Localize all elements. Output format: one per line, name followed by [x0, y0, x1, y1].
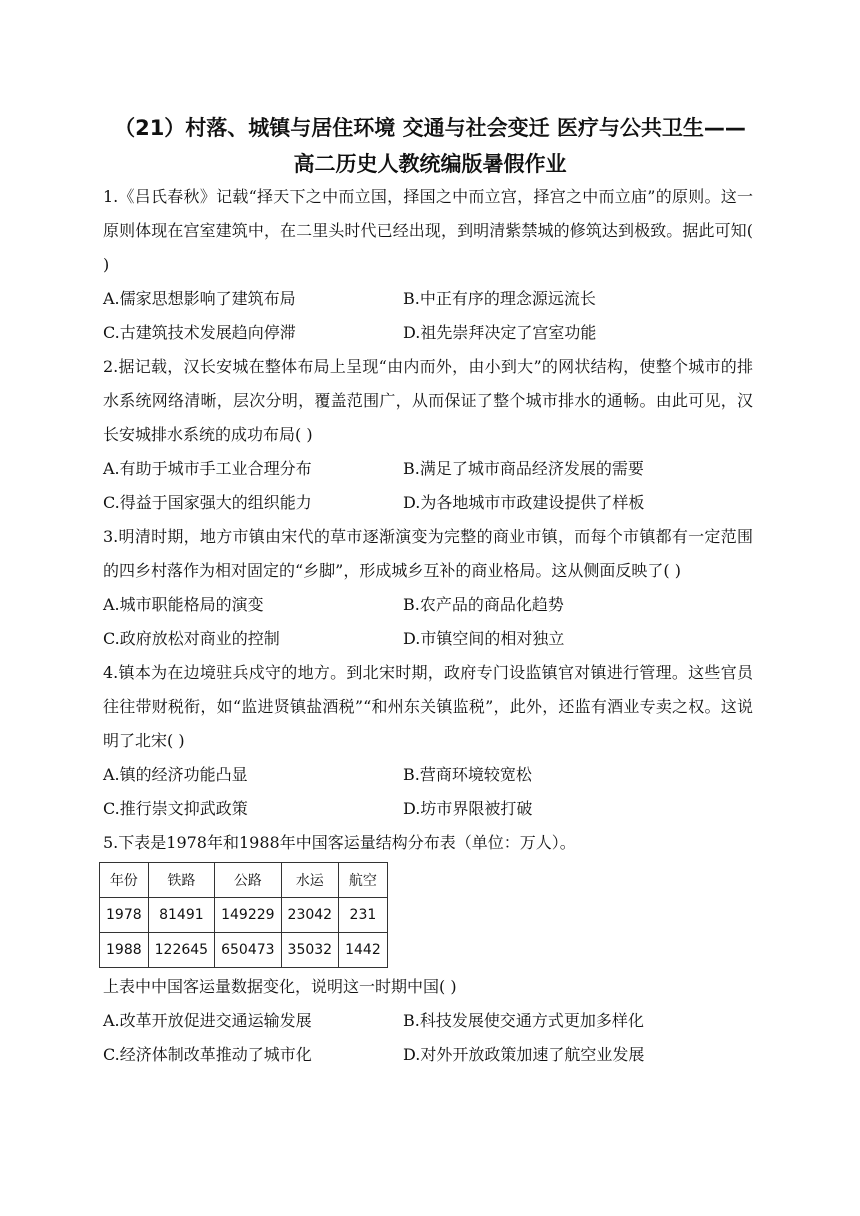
question-4 [103, 656, 753, 826]
table-header-cell: 铁路 [148, 863, 214, 898]
table-cell: 122645 [148, 933, 214, 968]
table-cell: 1442 [339, 933, 388, 968]
table-cell: 149229 [215, 898, 281, 933]
table-cell: 231 [339, 898, 388, 933]
option-b: B.中正有序的理念源远流长 [403, 289, 596, 308]
option-c: C.推行崇文抑武政策 [103, 799, 248, 818]
table-cell: 23042 [281, 898, 339, 933]
question-stem: 2.据记载，汉长安城在整体布局上呈现“由内而外，由小到大”的网状结构，使整个城市的排水系统网络清晰，层次分明，覆盖范围广，从而保证了整个城市排水的通畅。由此可见，汉长安城排水系统的成功布局( ) [103, 357, 753, 444]
question-stem: 1.《吕氏春秋》记载“择天下之中而立国，择国之中而立宫，择宫之中而立庙”的原则。这一原则体现在宫室建筑中，在二里头时代已经出现，到明清紫禁城的修筑达到极致。据此可知( ) [103, 187, 753, 274]
table-header-cell: 航空 [339, 863, 388, 898]
option-grid [103, 758, 753, 826]
table-cell: 1988 [100, 933, 149, 968]
table-header-row [100, 863, 388, 898]
option-d: D.市镇空间的相对独立 [403, 629, 565, 648]
question-1 [103, 180, 753, 350]
passenger-volume-table [99, 862, 388, 968]
option-c: C.经济体制改革推动了城市化 [103, 1045, 312, 1064]
option-d: D.坊市界限被打破 [403, 799, 533, 818]
question-5 [103, 826, 753, 1072]
page-title-line-2: 高二历史人教统编版暑假作业 [293, 152, 567, 176]
option-grid [103, 588, 753, 656]
option-a: A.城市职能格局的演变 [103, 595, 264, 614]
option-grid [103, 452, 753, 520]
table-cell: 650473 [215, 933, 281, 968]
option-c: C.得益于国家强大的组织能力 [103, 493, 312, 512]
question-intro: 5.下表是1978年和1988年中国客运量结构分布表（单位：万人）。 [103, 833, 576, 852]
option-d: D.为各地城市市政建设提供了样板 [403, 493, 645, 512]
table-cell: 1978 [100, 898, 149, 933]
option-b: B.营商环境较宽松 [403, 765, 532, 784]
option-a: A.儒家思想影响了建筑布局 [103, 289, 296, 308]
option-grid [103, 1004, 753, 1072]
question-list [103, 180, 753, 1072]
option-b: B.农产品的商品化趋势 [403, 595, 564, 614]
option-c: C.政府放松对商业的控制 [103, 629, 280, 648]
option-b: B.科技发展使交通方式更加多样化 [403, 1011, 644, 1030]
table-header-cell: 公路 [215, 863, 281, 898]
option-d: D.祖先崇拜决定了宫室功能 [403, 323, 597, 342]
option-grid [103, 282, 753, 350]
table-row [100, 933, 388, 968]
option-b: B.满足了城市商品经济发展的需要 [403, 459, 644, 478]
question-stem: 4.镇本为在边境驻兵戍守的地方。到北宋时期，政府专门设监镇官对镇进行管理。这些官员往往带财税衔，如“监进贤镇盐酒税”“和州东关镇监税”，此外，还监有酒业专卖之权。这说明了北宋( ) [103, 663, 753, 750]
question-stem: 上表中中国客运量数据变化，说明这一时期中国( ) [103, 977, 457, 996]
option-a: A.改革开放促进交通运输发展 [103, 1011, 312, 1030]
option-a: A.镇的经济功能凸显 [103, 765, 248, 784]
table-cell: 81491 [148, 898, 214, 933]
question-3 [103, 520, 753, 656]
table-header-cell: 年份 [100, 863, 149, 898]
option-c: C.古建筑技术发展趋向停滞 [103, 323, 296, 342]
option-d: D.对外开放政策加速了航空业发展 [403, 1045, 645, 1064]
question-stem: 3.明清时期，地方市镇由宋代的草市逐渐演变为完整的商业市镇，而每个市镇都有一定范围的四乡村落作为相对固定的“乡脚”，形成城乡互补的商业格局。这从侧面反映了( ) [103, 527, 753, 580]
table-cell: 35032 [281, 933, 339, 968]
table-row [100, 898, 388, 933]
option-a: A.有助于城市手工业合理分布 [103, 459, 312, 478]
page-title-line-1: （21）村落、城镇与居住环境 交通与社会变迁 医疗与公共卫生—— [114, 116, 746, 140]
question-2 [103, 350, 753, 520]
table-header-cell: 水运 [281, 863, 339, 898]
